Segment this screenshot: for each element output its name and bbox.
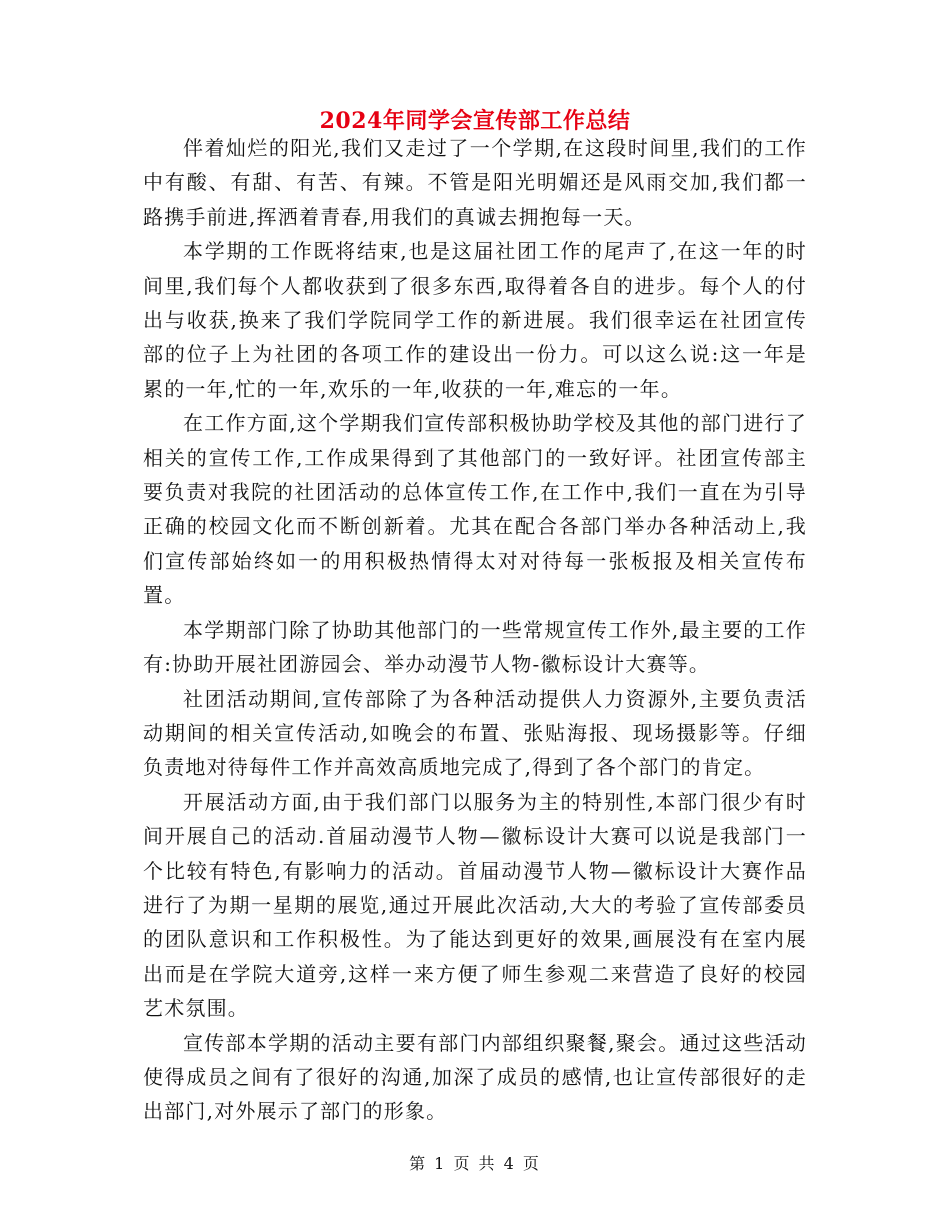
paragraph-6: 开展活动方面,由于我们部门以服务为主的特别性,本部门很少有时间开展自己的活动.首届动漫节人物—徽标设计大赛可以说是我部门一个比较有特色,有影响力的活动。首届动漫节人物—徽标设计大赛作品进行了为期一星期的展览,通过开展此次活动,大大的考验了宣传部委员的团队意识和工作积极性。为了能达到更好的效果,画展没有在室内展出而是在学院大道旁,这样一来方便了师生参观二来营造了良好的校园艺术氛围。 — [143, 789, 807, 1021]
paragraph-2: 本学期的工作既将结束,也是这届社团工作的尾声了,在这一年的时间里,我们每个人都收获到了很多东西,取得着各自的进步。每个人的付出与收获,换来了我们学院同学工作的新进展。我们很幸运在社团宣传部的位子上为社团的各项工作的建设出一份力。可以这么说:这一年是累的一年,忙的一年,欢乐的一年,收获的一年,难忘的一年。 — [143, 239, 807, 401]
paragraph-4: 本学期部门除了协助其他部门的一些常规宣传工作外,最主要的工作有:协助开展社团游园会、举办动漫节人物-徽标设计大赛等。 — [143, 617, 807, 677]
document-title: 2024年同学会宣传部工作总结 — [319, 108, 631, 134]
paragraph-5: 社团活动期间,宣传部除了为各种活动提供人力资源外,主要负责活动期间的相关宣传活动,如晚会的布置、张贴海报、现场摄影等。仔细负责地对待每件工作并高效高质地完成了,得到了各个部门的肯定。 — [143, 686, 807, 780]
paragraph-7: 宣传部本学期的活动主要有部门内部组织聚餐,聚会。通过这些活动使得成员之间有了很好的沟通,加深了成员的感情,也让宣传部很好的走出部门,对外展示了部门的形象。 — [143, 1030, 807, 1124]
paragraph-1: 伴着灿烂的阳光,我们又走过了一个学期,在这段时间里,我们的工作中有酸、有甜、有苦、有辣。不管是阳光明媚还是风雨交加,我们都一路携手前进,挥洒着青春,用我们的真诚去拥抱每一天。 — [143, 136, 807, 229]
paragraph-3: 在工作方面,这个学期我们宣传部积极协助学校及其他的部门进行了相关的宣传工作,工作成果得到了其他部门的一致好评。社团宣传部主要负责对我院的社团活动的总体宣传工作,在工作中,我们一直在为引导正确的校园文化而不断创新着。尤其在配合各部门举办各种活动上,我们宣传部始终如一的用积极热情得太对对待每一张板报及相关宣传布置。 — [143, 411, 807, 608]
document-body — [143, 131, 807, 1129]
page-number-footer: 第 1 页 共 4 页 — [409, 1154, 541, 1173]
